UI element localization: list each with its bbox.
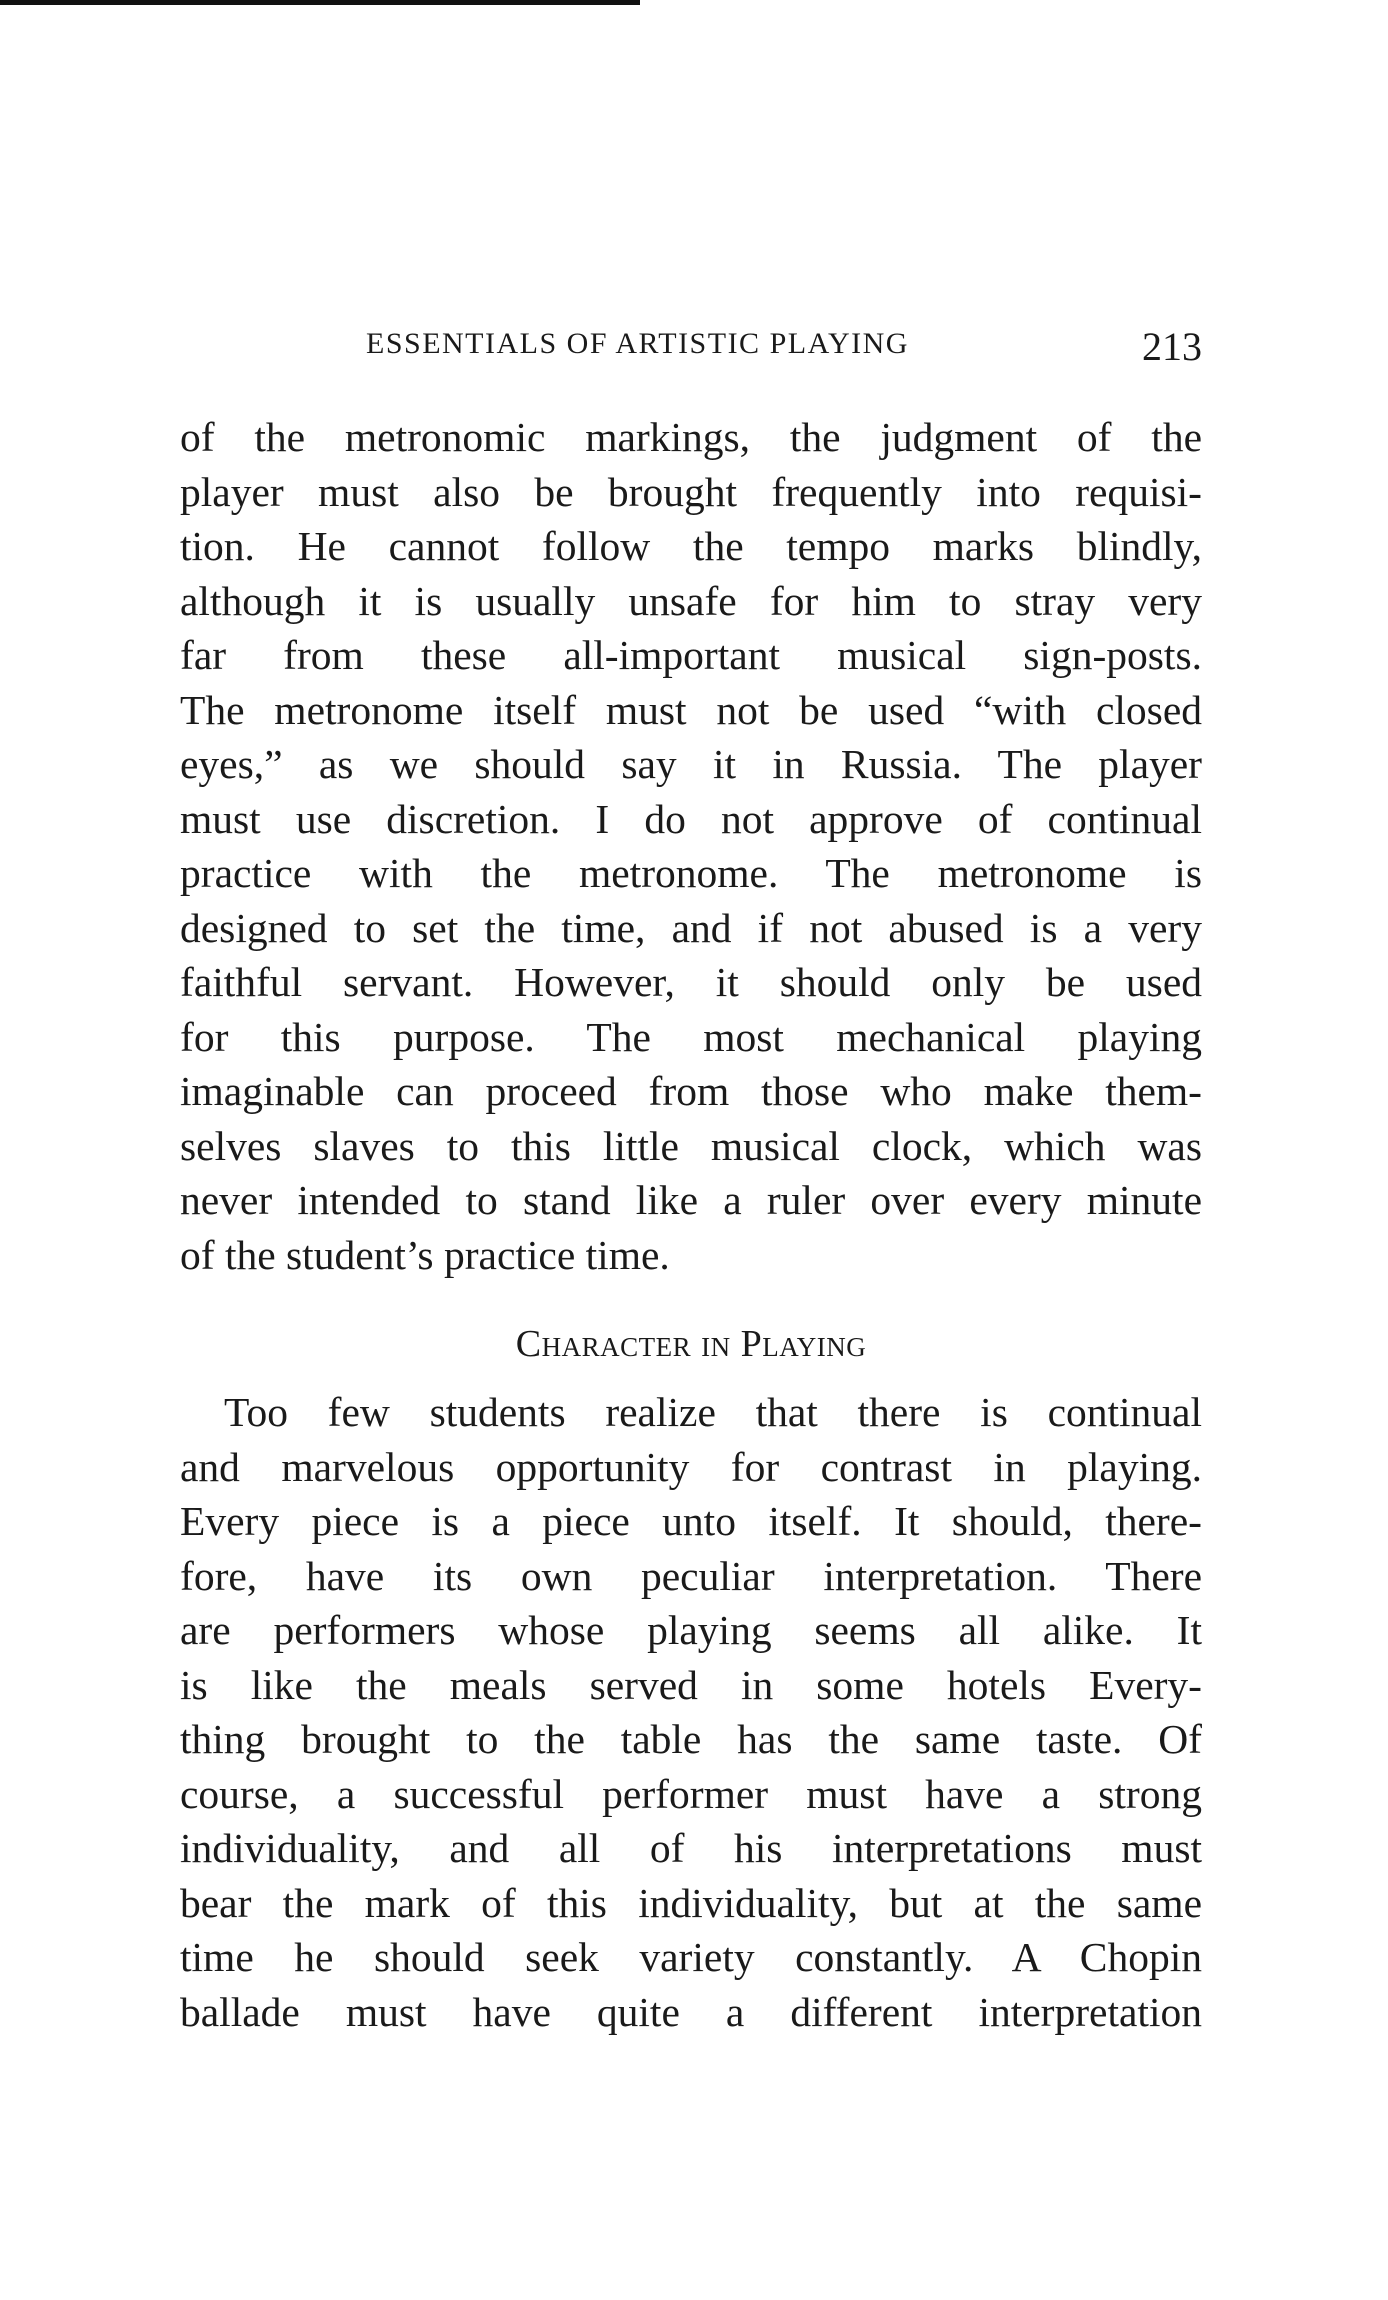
text-line: although it is usually unsafe for him to stray very	[180, 577, 1202, 624]
paragraph-character	[180, 1385, 1202, 2039]
text-line: The metronome itself must not be used “with closed	[180, 686, 1202, 733]
text-line: practice with the metronome. The metronome is	[180, 850, 1202, 896]
text-line: are performers whose playing seems all alike. It	[180, 1607, 1202, 1653]
text-line: and marvelous opportunity for contrast in playing.	[180, 1443, 1202, 1490]
paragraph-metronome	[180, 410, 1202, 1282]
text-line: designed to set the time, and if not abused is a very	[180, 904, 1202, 951]
running-head-title: ESSENTIALS OF ARTISTIC PLAYING	[366, 327, 909, 360]
text-line: of the metronomic markings, the judgment of the	[180, 414, 1202, 460]
text-line: must use discretion. I do not approve of continual	[180, 795, 1202, 842]
text-line: far from these all-important musical sign-posts.	[180, 632, 1202, 678]
text-line: never intended to stand like a ruler over every minute	[180, 1177, 1202, 1223]
text-line: eyes,” as we should say it in Russia. The player	[180, 741, 1202, 787]
section-heading: Character in Playing	[515, 1323, 867, 1365]
text-line: time he should seek variety constantly. A Chopin	[180, 1934, 1202, 1980]
text-line: player must also be brought frequently into requisi-	[180, 468, 1202, 515]
text-line: thing brought to the table has the same taste. Of	[180, 1716, 1202, 1762]
text-line: fore, have its own peculiar interpretation. There	[180, 1552, 1202, 1599]
text-line: Every piece is a piece unto itself. It should, there-	[180, 1498, 1202, 1544]
text-line: imaginable can proceed from those who make them-	[180, 1068, 1202, 1114]
text-line: for this purpose. The most mechanical playing	[180, 1013, 1202, 1060]
text-line: tion. He cannot follow the tempo marks blindly,	[180, 523, 1202, 569]
top-edge-rule	[0, 0, 640, 5]
text-line: of the student’s practice time.	[180, 1231, 670, 1278]
text-line: selves slaves to this little musical clock, which was	[180, 1122, 1202, 1169]
page-number: 213	[1142, 324, 1202, 369]
running-head	[180, 325, 1202, 375]
text-line: faithful servant. However, it should only be used	[180, 959, 1202, 1005]
text-line: individuality, and all of his interpretations must	[180, 1825, 1202, 1871]
text-line: course, a successful performer must have a strong	[180, 1770, 1202, 1817]
text-line: is like the meals served in some hotels Every-	[180, 1661, 1202, 1708]
text-line: ballade must have quite a different interpretation	[180, 1988, 1202, 2035]
text-line: Too few students realize that there is continual	[224, 1389, 1202, 1435]
text-line: bear the mark of this individuality, but at the same	[180, 1879, 1202, 1926]
